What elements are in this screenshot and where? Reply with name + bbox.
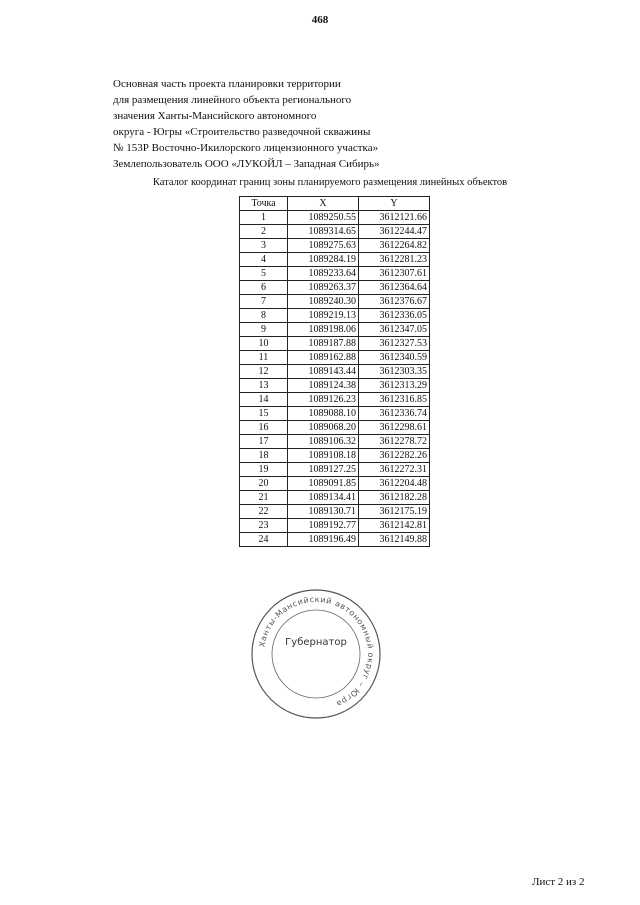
cell-x: 1089240.30 bbox=[288, 295, 359, 309]
table-row bbox=[240, 211, 430, 225]
table-row bbox=[240, 225, 430, 239]
cell-point: 8 bbox=[240, 309, 288, 323]
seal-outer-ring bbox=[252, 590, 380, 718]
cell-point: 1 bbox=[240, 211, 288, 225]
table-row bbox=[240, 477, 430, 491]
cell-y: 3612316.85 bbox=[359, 393, 430, 407]
cell-x: 1089192.77 bbox=[288, 519, 359, 533]
table-row bbox=[240, 337, 430, 351]
cell-point: 4 bbox=[240, 253, 288, 267]
cell-point: 21 bbox=[240, 491, 288, 505]
cell-x: 1089198.06 bbox=[288, 323, 359, 337]
cell-point: 16 bbox=[240, 421, 288, 435]
table-row bbox=[240, 309, 430, 323]
intro-line: № 153Р Восточно-Икилорского лицензионного участка» bbox=[113, 142, 379, 154]
document-intro bbox=[113, 76, 433, 172]
cell-y: 3612142.81 bbox=[359, 519, 430, 533]
cell-x: 1089088.10 bbox=[288, 407, 359, 421]
cell-point: 13 bbox=[240, 379, 288, 393]
cell-y: 3612244.47 bbox=[359, 225, 430, 239]
cell-x: 1089196.49 bbox=[288, 533, 359, 547]
cell-point: 5 bbox=[240, 267, 288, 281]
table-body bbox=[240, 211, 430, 547]
cell-x: 1089275.63 bbox=[288, 239, 359, 253]
table-row bbox=[240, 323, 430, 337]
cell-x: 1089187.88 bbox=[288, 337, 359, 351]
table-row bbox=[240, 253, 430, 267]
cell-y: 3612307.61 bbox=[359, 267, 430, 281]
cell-y: 3612336.05 bbox=[359, 309, 430, 323]
cell-point: 20 bbox=[240, 477, 288, 491]
sheet-number: Лист 2 из 2 bbox=[532, 876, 585, 888]
cell-x: 1089134.41 bbox=[288, 491, 359, 505]
column-header-point: Точка bbox=[240, 197, 288, 211]
cell-y: 3612182.28 bbox=[359, 491, 430, 505]
cell-y: 3612272.31 bbox=[359, 463, 430, 477]
cell-x: 1089219.13 bbox=[288, 309, 359, 323]
table-row bbox=[240, 435, 430, 449]
table-row bbox=[240, 281, 430, 295]
table-row bbox=[240, 407, 430, 421]
cell-x: 1089250.55 bbox=[288, 211, 359, 225]
cell-x: 1089106.32 bbox=[288, 435, 359, 449]
table-row bbox=[240, 463, 430, 477]
cell-x: 1089233.64 bbox=[288, 267, 359, 281]
cell-y: 3612278.72 bbox=[359, 435, 430, 449]
cell-y: 3612376.67 bbox=[359, 295, 430, 309]
cell-point: 19 bbox=[240, 463, 288, 477]
intro-line: значения Ханты-Мансийского автономного bbox=[113, 110, 317, 122]
cell-y: 3612303.35 bbox=[359, 365, 430, 379]
table-row bbox=[240, 393, 430, 407]
intro-line: округа - Югры «Строительство разведочной скважины bbox=[113, 126, 371, 138]
cell-point: 24 bbox=[240, 533, 288, 547]
intro-line: для размещения линейного объекта регионального bbox=[113, 94, 352, 106]
cell-point: 2 bbox=[240, 225, 288, 239]
cell-x: 1089263.37 bbox=[288, 281, 359, 295]
cell-y: 3612336.74 bbox=[359, 407, 430, 421]
seal-inner-ring bbox=[272, 610, 360, 698]
table-row bbox=[240, 295, 430, 309]
cell-point: 10 bbox=[240, 337, 288, 351]
cell-x: 1089126.23 bbox=[288, 393, 359, 407]
cell-point: 12 bbox=[240, 365, 288, 379]
cell-point: 9 bbox=[240, 323, 288, 337]
cell-y: 3612264.82 bbox=[359, 239, 430, 253]
cell-x: 1089314.65 bbox=[288, 225, 359, 239]
cell-point: 15 bbox=[240, 407, 288, 421]
seal-ring-text: Ханты-Мансийский автономный округ – Югра bbox=[257, 594, 376, 709]
cell-y: 3612282.26 bbox=[359, 449, 430, 463]
svg-text:Ханты-Мансийский автономный ок bbox=[257, 595, 375, 709]
cell-point: 17 bbox=[240, 435, 288, 449]
cell-y: 3612313.29 bbox=[359, 379, 430, 393]
seal-center-text: Губернатор bbox=[285, 637, 347, 648]
cell-x: 1089068.20 bbox=[288, 421, 359, 435]
intro-line: Основная часть проекта планировки территории bbox=[113, 78, 341, 90]
table-row bbox=[240, 449, 430, 463]
cell-point: 23 bbox=[240, 519, 288, 533]
table-row bbox=[240, 421, 430, 435]
coordinates-table bbox=[239, 196, 430, 547]
intro-line: Землепользователь ООО «ЛУКОЙЛ – Западная Сибирь» bbox=[113, 158, 380, 170]
table-row bbox=[240, 505, 430, 519]
cell-x: 1089130.71 bbox=[288, 505, 359, 519]
table-row bbox=[240, 351, 430, 365]
table-row bbox=[240, 239, 430, 253]
cell-x: 1089124.38 bbox=[288, 379, 359, 393]
cell-x: 1089162.88 bbox=[288, 351, 359, 365]
cell-y: 3612340.59 bbox=[359, 351, 430, 365]
table-row bbox=[240, 491, 430, 505]
table-row bbox=[240, 267, 430, 281]
table-row bbox=[240, 533, 430, 547]
table-row bbox=[240, 519, 430, 533]
cell-y: 3612364.64 bbox=[359, 281, 430, 295]
cell-y: 3612204.48 bbox=[359, 477, 430, 491]
table-row bbox=[240, 365, 430, 379]
cell-y: 3612347.05 bbox=[359, 323, 430, 337]
cell-x: 1089127.25 bbox=[288, 463, 359, 477]
cell-point: 6 bbox=[240, 281, 288, 295]
cell-point: 11 bbox=[240, 351, 288, 365]
cell-y: 3612281.23 bbox=[359, 253, 430, 267]
cell-point: 14 bbox=[240, 393, 288, 407]
cell-y: 3612175.19 bbox=[359, 505, 430, 519]
cell-point: 7 bbox=[240, 295, 288, 309]
column-header-y: Y bbox=[359, 197, 430, 211]
cell-x: 1089108.18 bbox=[288, 449, 359, 463]
cell-y: 3612327.53 bbox=[359, 337, 430, 351]
table-caption: Каталог координат границ зоны планируемого размещения линейных объектов bbox=[152, 177, 508, 188]
column-header-x: X bbox=[288, 197, 359, 211]
cell-point: 22 bbox=[240, 505, 288, 519]
table-header-row bbox=[240, 197, 430, 211]
cell-y: 3612298.61 bbox=[359, 421, 430, 435]
official-seal bbox=[248, 586, 384, 722]
cell-point: 18 bbox=[240, 449, 288, 463]
page-number: 468 bbox=[311, 14, 329, 26]
cell-x: 1089091.85 bbox=[288, 477, 359, 491]
cell-point: 3 bbox=[240, 239, 288, 253]
cell-y: 3612121.66 bbox=[359, 211, 430, 225]
cell-x: 1089284.19 bbox=[288, 253, 359, 267]
table-row bbox=[240, 379, 430, 393]
cell-y: 3612149.88 bbox=[359, 533, 430, 547]
cell-x: 1089143.44 bbox=[288, 365, 359, 379]
